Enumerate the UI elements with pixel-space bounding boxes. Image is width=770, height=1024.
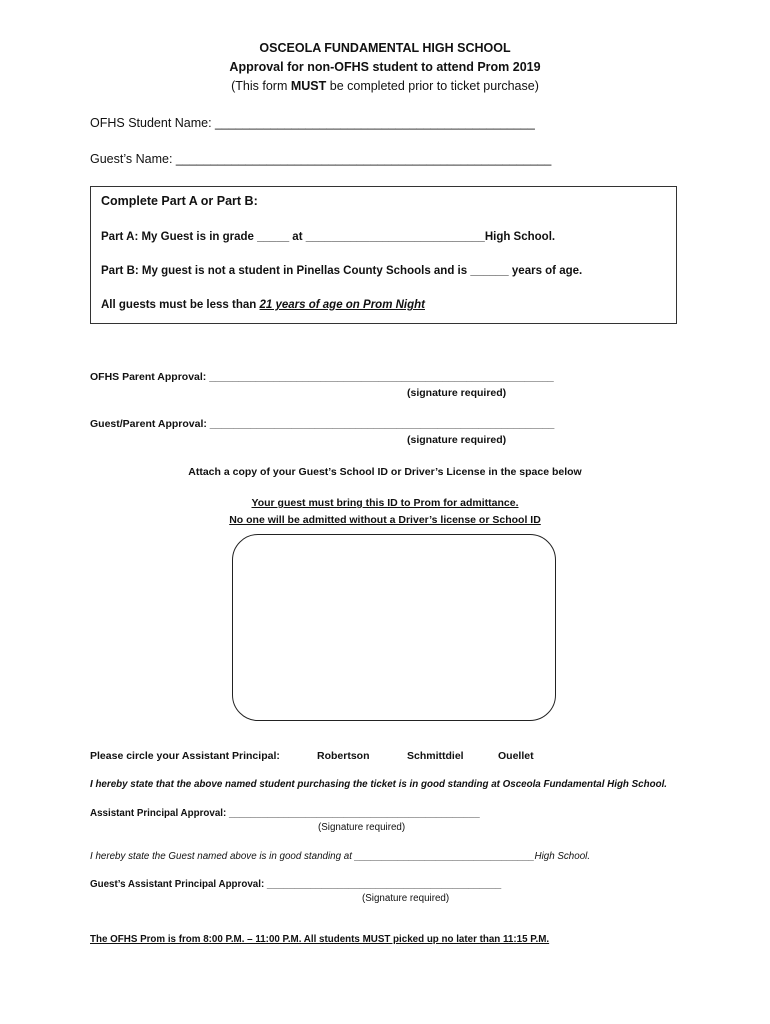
part-a-field[interactable]: Part A: My Guest is in grade _____ at ____________________________High School.	[101, 231, 556, 243]
circle-ap-label: Please circle your Assistant Principal:	[90, 750, 280, 762]
age-requirement	[101, 299, 425, 311]
age-requirement-emphasis: 21 years of age on Prom Night	[259, 299, 425, 311]
ap-approval-field[interactable]: Assistant Principal Approval: ______________________________________________	[90, 808, 480, 819]
age-requirement-pre: All guests must be less than	[101, 299, 260, 311]
ap-option-schmittdiel[interactable]: Schmittdiel	[407, 750, 464, 762]
form-note-must: MUST	[290, 79, 327, 93]
bring-id-notice: Your guest must bring this ID to Prom for admittance.	[251, 497, 519, 509]
guest-name-field[interactable]: Guest’s Name: ______________________________________________________	[90, 152, 552, 166]
id-attachment-area[interactable]	[232, 534, 556, 721]
ap-option-ouellet[interactable]: Ouellet	[498, 750, 534, 762]
student-standing-statement: I hereby state that the above named student purchasing the ticket is in good standing at Osceola Fundamental High School.	[90, 779, 668, 790]
form-note-pre: (This form	[231, 79, 291, 93]
parent-signature-note: (signature required)	[407, 387, 507, 399]
form-note	[0, 79, 770, 93]
prom-time-notice: The OFHS Prom is from 8:00 P.M. – 11:00 P.M. All students MUST picked up no later than 11:15 P.M.	[90, 934, 550, 945]
form-subtitle: Approval for non-OFHS student to attend Prom 2019	[229, 60, 541, 74]
box-heading: Complete Part A or Part B:	[101, 194, 258, 208]
student-name-field[interactable]: OFHS Student Name: ______________________________________________	[90, 116, 535, 130]
guest-parent-signature-note: (signature required)	[407, 434, 507, 446]
guest-parent-approval-field[interactable]: Guest/Parent Approval: ___________________________________________________________	[90, 418, 555, 430]
ap-option-robertson[interactable]: Robertson	[317, 750, 370, 762]
guest-ap-signature-note: (Signature required)	[362, 893, 450, 904]
parent-approval-field[interactable]: OFHS Parent Approval: ___________________________________________________________	[90, 371, 554, 383]
guest-ap-approval-field[interactable]: Guest’s Assistant Principal Approval: ___________________________________________	[90, 879, 502, 890]
form-note-post: be completed prior to ticket purchase)	[326, 79, 539, 93]
part-b-field[interactable]: Part B: My guest is not a student in Pinellas County Schools and is ______ years of age.	[101, 265, 583, 277]
guest-standing-field[interactable]: I hereby state the Guest named above is in good standing at _________________________________High School.	[90, 851, 591, 862]
no-admit-notice: No one will be admitted without a Driver’s license or School ID	[229, 514, 541, 526]
attach-id-instruction: Attach a copy of your Guest’s School ID or Driver’s License in the space below	[188, 466, 582, 478]
school-title: OSCEOLA FUNDAMENTAL HIGH SCHOOL	[259, 41, 511, 55]
ap-signature-note: (Signature required)	[318, 822, 406, 833]
